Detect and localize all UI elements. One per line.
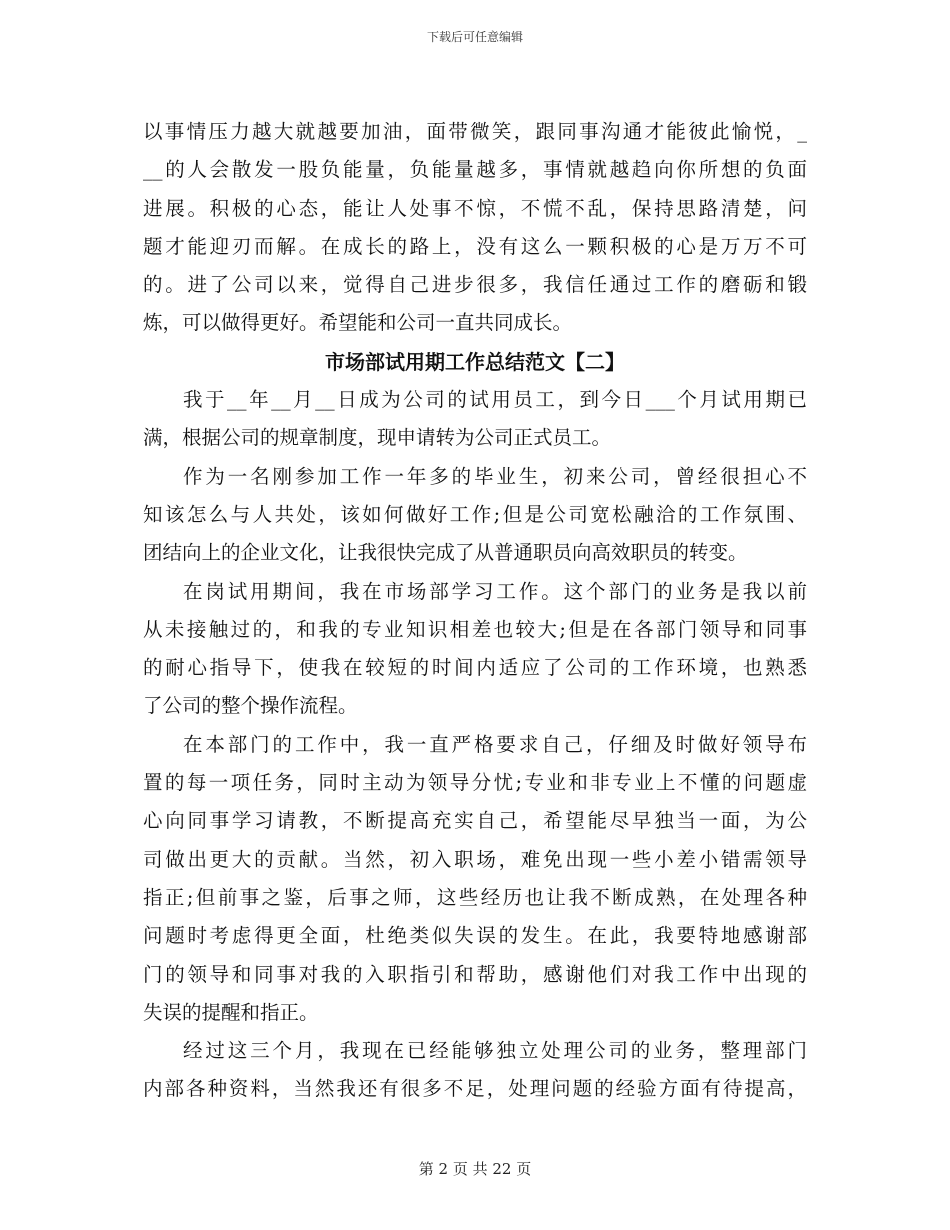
header-note: 下载后可任意编辑 (426, 30, 523, 44)
text-line: 问题时考虑得更全面，杜绝类似失误的发生。在此，我要特地感谢部 (143, 924, 807, 948)
text-line: __的人会散发一股负能量，负能量越多，事情就越趋向你所想的负面 (143, 158, 807, 182)
text-line: 门的领导和同事对我的入职指引和帮助，感谢他们对我工作中出现的 (143, 962, 807, 986)
text-line: 作为一名刚参加工作一年多的毕业生，初来公司，曾经很担心不 (183, 464, 807, 488)
text-line: 的。进了公司以来，觉得自己进步很多，我信任通过工作的磨砺和锻 (143, 273, 807, 297)
text-line: 炼，可以做得更好。希望能和公司一直共同成长。 (143, 311, 573, 335)
text-line: 满，根据公司的规章制度，现申请转为公司正式员工。 (143, 426, 612, 450)
text-line: 以事情压力越大就越要加油，面带微笑，跟同事沟通才能彼此愉悦，_ (143, 120, 807, 143)
paragraph (143, 573, 807, 726)
paragraph (143, 381, 807, 458)
text-line: 指正;但前事之鉴，后事之师，这些经历也让我不断成熟，在处理各种 (143, 885, 807, 909)
paragraph (143, 458, 807, 573)
text-line: 了公司的整个操作流程。 (143, 694, 358, 718)
text-line: 团结向上的企业文化，让我很快完成了从普通职员向高效职员的转变。 (143, 541, 748, 565)
text-line: 司做出更大的贡献。当然，初入职场，难免出现一些小差小错需领导 (143, 847, 807, 871)
paragraph (143, 726, 807, 1032)
text-line: 心向同事学习请教，不断提高充实自己，希望能尽早独当一面，为公 (143, 809, 807, 833)
document-body (143, 113, 807, 1109)
text-line: 经过这三个月，我现在已经能够独立处理公司的业务，整理部门 (183, 1039, 807, 1063)
text-line: 的耐心指导下，使我在较短的时间内适应了公司的工作环境，也熟悉 (143, 656, 807, 680)
text-line: 内部各种资料，当然我还有很多不足，处理问题的经验方面有待提高， (143, 1077, 807, 1101)
text-line: 题才能迎刃而解。在成长的路上，没有这么一颗积极的心是万万不可 (143, 234, 807, 258)
page-number: 第 2 页 共 22 页 (418, 1160, 532, 1178)
text-line: 我于__年__月__日成为公司的试用员工，到今日___个月试用期已 (183, 388, 807, 412)
text-line: 在本部门的工作中，我一直严格要求自己，仔细及时做好领导布 (183, 732, 807, 756)
text-line: 失误的提醒和指正。 (143, 1000, 319, 1024)
text-line: 从未接触过的，和我的专业知识相差也较大;但是在各部门领导和同事 (143, 617, 807, 641)
paragraph (143, 1032, 807, 1109)
paragraph (143, 113, 807, 343)
section-title: 市场部试用期工作总结范文【二】 (325, 349, 625, 374)
text-line: 进展。积极的心态，能让人处事不惊，不慌不乱，保持思路清楚，问 (143, 196, 807, 220)
text-line: 置的每一项任务，同时主动为领导分忧;专业和非专业上不懂的问题虚 (143, 771, 807, 795)
text-line: 知该怎么与人共处，该如何做好工作;但是公司宽松融洽的工作氛围、 (143, 502, 807, 526)
text-line: 在岗试用期间，我在市场部学习工作。这个部门的业务是我以前 (183, 579, 807, 603)
